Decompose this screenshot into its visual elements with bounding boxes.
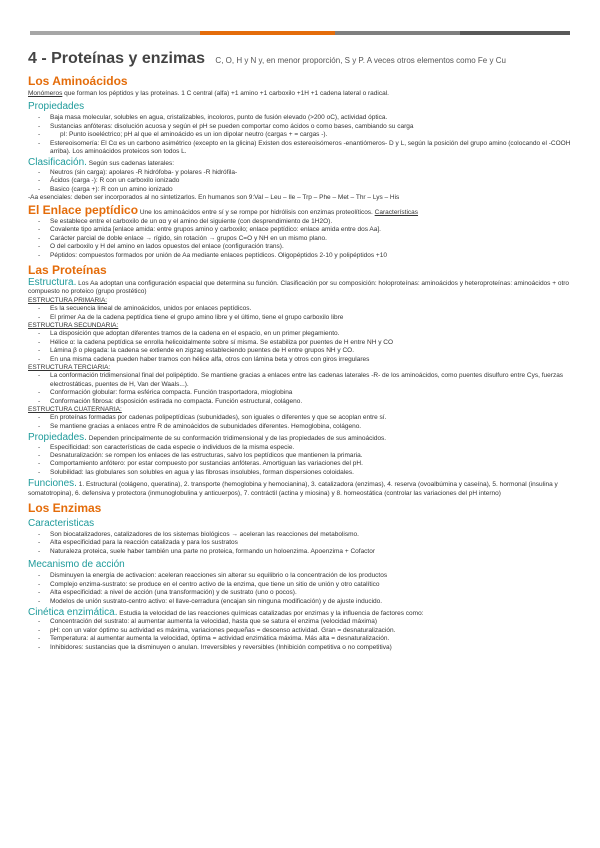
heading-primaria: ESTRUCTURA PRIMARIA: (28, 296, 108, 304)
caracteristicas-list (28, 531, 573, 556)
list-item: - Son biocatalizadores, catalizadores de los sistemas biológicos → aceleran las reacciones del metabolismo. (50, 531, 573, 539)
top-bar-segment-orange (200, 31, 335, 35)
aa-esenciales: -Aa esenciales: deben ser incorporados al no sintetizarlos. En humanos son 9:Val – Leu – Ile – Trp – Phe – Met – Thr – Lys – His (28, 194, 400, 202)
list-item: - Estereoisomería: El Cα es un carbono asimétrico (excepto en la glicina) Existen dos estereoisómeros -enantiómeros- D y L, según la posición del grupo amino (colocando el -COOH arriba). Los aminoácidos proteicos son todos L. (50, 140, 573, 157)
clasificacion-text: Según sus cadenas laterales: (86, 160, 175, 168)
list-item: - Alta especificidad: a nivel de acción (una transformación) y de sustrato (uno o pocos). (50, 589, 573, 597)
heading-propiedades-prot: Propiedades. (28, 432, 87, 444)
heading-estructura: Estructura. (28, 276, 77, 288)
cinetica-line (28, 606, 573, 618)
page-title: 4 - Proteínas y enzimas (28, 50, 205, 67)
list-item: - pI: Punto isoeléctrico; pH al que el aminoácido es un ion dipolar neutro (cargas + = cargas -). (50, 131, 573, 139)
cuaternaria-list (28, 414, 573, 431)
funciones-line (28, 480, 573, 498)
list-item: - Neutros (sin carga): apolares -R hidrófoba- y polares -R hidrófila- (50, 169, 573, 177)
list-item: - Disminuyen la energía de activacion: aceleran reacciones sin alterar su equilibrio o la concentración de los productos (50, 572, 573, 580)
propiedades-prot-line (28, 434, 573, 443)
list-item: - Sustancias anfóteras: disolución acuosa y según el pH se pueden comportar como ácidos o como bases, cambiando su carga (50, 123, 573, 131)
estructura-text: Los Aa adoptan una configuración espacial que determina su función. Clasificación por su composición: holoproteínas: aminoácidos y heteroproteínas: aminoácidos + otro compuesto no proteico (grupo prostético) (28, 279, 570, 296)
list-item: - Se mantiene gracias a enlaces entre R de aminoácidos de subunidades diferentes. Hemoglobina, colágeno. (50, 423, 573, 431)
heading-enzimas: Los Enzimas (28, 501, 102, 516)
list-item: - Desnaturalización: se rompen los enlaces de las estructuras, salvo los peptídicos que mantienen la primaria. (50, 452, 573, 460)
list-item: - Es la secuencia lineal de aminoácidos, unidos por enlaces peptídicos. (50, 305, 573, 313)
list-item: - El primer Aa de la cadena peptídica tiene el grupo amino libre y el último, tiene el grupo carboxilo libre (50, 314, 573, 322)
list-item: - Modelos de unión sustrato-centro activo: el llave-cerradura (encajan sin ninguna modificación) y de ajuste inducido. (50, 598, 573, 606)
aminoacidos-intro-text: que forman los péptidos y las proteínas. 1 C central (alfa) +1 amino +1 carboxilo +1H +1 cadena lateral o radical. (62, 90, 389, 97)
list-item: - Se establece entre el carboxilo de un αα y el amino del siguiente (con desprendimiento de 1H2O). (50, 218, 573, 226)
propiedades-prot-text: Dependen principalmente de su conformación tridimensional y de las propiedades de sus aminoácidos. (86, 435, 387, 443)
heading-terciaria: ESTRUCTURA TERCIARIA: (28, 363, 111, 371)
list-item: - Lámina β o plegada: la cadena se extiende en zigzag estableciendo puentes de H entre grupos NH y CO. (50, 347, 573, 355)
list-item: - Inhibidores: sustancias que la disminuyen o anulan. Irreversibles y reversibles (Inhibición competitiva o no competitiva) (50, 644, 573, 652)
heading-propiedades-aa: Propiedades (28, 101, 85, 113)
enlace-line (28, 203, 573, 218)
heading-secundaria: ESTRUCTURA SECUNDARIA: (28, 321, 119, 329)
page-subtitle: C, O, H y N y, en menor proporción, S y P. A veces otros elementos como Fe y Cu (215, 56, 506, 65)
list-item: - Covalente tipo amida [enlace amida: entre grupos amino y carboxilo; enlace peptídico: enlace amida entre dos Aa]. (50, 226, 573, 234)
title-line (28, 50, 573, 70)
list-item: - Conformación globular: forma esférica compacta. Función trasportadora, mioglobina (50, 389, 573, 397)
list-item: - Alta especificidad para la reacción catalizada y para los sustratos (50, 539, 573, 547)
propiedades-aa-list (28, 114, 573, 156)
heading-proteinas: Las Proteínas (28, 262, 107, 277)
list-item: - O del carboxilo y H del amino en lados opuestos del enlace (configuración trans). (50, 243, 573, 251)
clasificacion-list (28, 169, 573, 194)
list-item: - Péptidos: compuestos formados por unión de Aa mediante enlaces peptídicos. Oligopéptidos 2-10 y polipéptidos +10 (50, 252, 573, 260)
top-bar-segment-darkgray (335, 31, 460, 35)
list-item: - La disposición que adoptan diferentes tramos de la cadena en el espacio, en un primer plegamiento. (50, 330, 573, 338)
top-bar-segment-charcoal (460, 31, 570, 35)
document-page (28, 50, 573, 652)
list-item: - La conformación tridimensional final del polipéptido. Se mantiene gracias a enlaces entre las cadenas laterales -R- de los aminoácidos, como puentes disulfuro entre Cys, fuerzas electrostáticas, puentes de H, Van der Waals...). (50, 372, 573, 389)
list-item: - pH: con un valor óptimo su actividad es máxima, variaciones pequeñas = descenso actividad. Gran = desnaturalización. (50, 627, 573, 635)
heading-cuaternaria: ESTRUCTURA CUATERNARIA: (28, 406, 122, 413)
list-item: - Solubilidad: las globulares son solubles en agua y las fibrosas insolubles, forman dispersiones coloidales. (50, 469, 573, 477)
heading-caracteristicas: Caracteristicas (28, 518, 95, 530)
primaria-list (28, 305, 573, 322)
list-item: - Ácidos (carga -): R con un carboxilo ionizado (50, 177, 573, 185)
aminoacidos-intro (28, 90, 573, 98)
list-item: - Baja masa molecular, solubles en agua, cristalizables, incoloros, punto de fusión elevado (>200 oC), actividad óptica. (50, 114, 573, 122)
heading-funciones: Funciones. (28, 478, 77, 490)
list-item: - Conformación fibrosa: disposición estirada no compacta. Función estructural, colágeno. (50, 398, 573, 406)
list-item: - Complejo enzima-sustrato: se produce en el centro activo de la enzima, que tiene un sitio de unión y otro catalítico (50, 581, 573, 589)
list-item: - En una misma cadena pueden haber tramos con hélice alfa, otros con lámina beta y otros con giros irregulares (50, 356, 573, 364)
cinetica-text: Estudia la velocidad de las reacciones químicas catalizadas por enzimas y la influencia de factores como: (117, 609, 424, 617)
list-item: - Basico (carga +): R con un amino ionizado (50, 186, 573, 194)
top-bar-segment-gray (30, 31, 200, 35)
mecanismo-list (28, 572, 573, 606)
cinetica-list (28, 618, 573, 652)
enlace-list (28, 218, 573, 260)
list-item: - Comportamiento anfótero: por estar compuesto por sustancias anfóteras. Amortiguan las variaciones del pH. (50, 460, 573, 468)
caracteristicas-term: Características (374, 209, 419, 217)
list-item: - Temperatura: al aumentar aumenta la velocidad, óptima = actividad enzimática máxima. Más alta = desnaturalización. (50, 635, 573, 643)
list-item: - En proteínas formadas por cadenas polipeptídicas (subunidades), son iguales o diferentes y que se acoplan entre sí. (50, 414, 573, 422)
heading-enlace: El Enlace peptídico (28, 203, 139, 218)
heading-cinetica: Cinética enzimática. (28, 606, 118, 618)
monomeros-term: Monómeros (28, 90, 63, 97)
terciaria-list (28, 372, 573, 406)
estructura-line (28, 276, 573, 297)
list-item: - Especificidad: son características de cada especie o individuos de la misma especie. (50, 444, 573, 452)
heading-clasificacion: Clasificación. (28, 157, 87, 169)
heading-mecanismo: Mecanismo de acción (28, 559, 125, 571)
list-item: - Naturaleza proteica, suele haber también una parte no proteica, formando un holoenzima. Apoenzima + Cofactor (50, 548, 573, 556)
funciones-text: 1. Estructural (colágeno, queratina), 2. transporte (hemoglobina y hemocianina), 3. catalizadora (enzimas), 4. reserva (ovoalbúmina y caseína), 5. hormonal (insulina y somatotropina), 6. defensiva y protectora (inmunoglobulina y anticuerpos), 7. contráctil (actina y miosina) y 8. homeostática (controlar las variaciones del pH interno) (28, 481, 558, 497)
propiedades-prot-list (28, 444, 573, 478)
heading-aminoacidos: Los Aminoácidos (28, 74, 128, 88)
list-item: - Concentración del sustrato: al aumentar aumenta la velocidad, hasta que se satura el enzima (velocidad máxima) (50, 618, 573, 626)
top-color-bar (30, 31, 570, 35)
enlace-text: Une los aminoácidos entre sí y se rompe por hidrólisis con enzimas proteolíticos. (138, 209, 375, 217)
list-item: - Carácter parcial de doble enlace → rígido, sin rotación → grupos C=O y NH en un mismo plano. (50, 235, 573, 243)
clasificacion-line (28, 159, 573, 168)
list-item: - Hélice α: la cadena peptídica se enrolla helicoidalmente sobre sí misma. Se estabiliza por puentes de H entre NH y CO (50, 339, 573, 347)
secundaria-list (28, 330, 573, 364)
